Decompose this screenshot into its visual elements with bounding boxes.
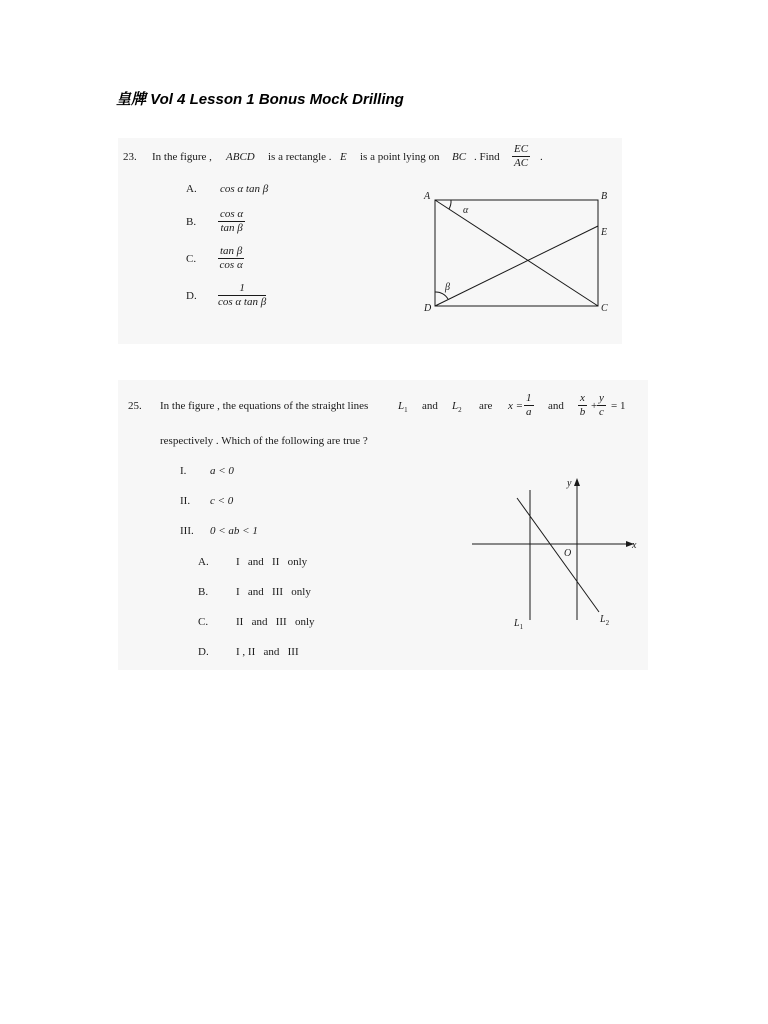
q25-eq2-a-den: b [579,406,586,418]
line-l2-label: $L_2$ [600,614,610,627]
q23-stem-2: is a rectangle . [268,151,332,163]
q23-option-c-den: cos α [219,259,243,271]
q23-option-c-label: C. [186,253,197,265]
q25-option-b-text: I and III only [236,586,311,598]
q23-number: 23. [123,151,137,163]
q25-statement-ii-label: II. [180,495,191,507]
q23-option-a-label: A. [186,183,197,195]
q25-eq1-num: 1 [526,392,532,404]
q23-rectangle-figure [118,138,622,344]
q25-statement-ii-text: c < 0 [210,495,234,507]
vertex-d-label: D [424,303,432,314]
question-23-scan [118,138,622,344]
line-l1-label: $L_1$ [514,618,524,631]
q25-and-2: and [548,400,564,412]
q23-stem-point: E [340,151,347,163]
q25-option-d-text: I , II and III [236,646,299,658]
q25-option-c-text: II and III only [236,616,315,628]
segment-de [435,226,598,306]
q25-statement-i-label: I. [180,465,187,477]
q23-find-den: AC [514,157,529,169]
q25-eq2-b-num: y [599,392,604,404]
q23-stem-1: In the figure , [152,151,212,163]
q23-find-num: EC [514,143,529,155]
q23-option-b-label: B. [186,216,197,228]
q23-stem-3: is a point lying on [360,151,440,163]
q25-option-d-label: D. [198,646,209,658]
q23-option-d-label: D. [186,290,197,302]
diagonal-ac [435,200,598,306]
q23-stem-side: BC [452,151,467,163]
q23-option-d-num: 1 [218,282,266,296]
q25-statement-iii-text: 0 < ab < 1 [210,525,258,537]
q25-and-1: and [422,400,438,412]
angle-alpha-label: α [463,205,469,216]
q25-option-a-label: A. [198,556,209,568]
q25-statement-iii-label: III. [180,525,194,537]
origin-label: O [564,548,572,559]
angle-beta-label: β [445,282,450,293]
y-axis-label: y [567,478,572,489]
q23-option-a-text: cos α tan β [220,183,269,195]
q25-statement-i-text: a < 0 [210,465,234,477]
vertex-c-label: C [601,303,608,314]
angle-alpha-arc [449,200,451,209]
q25-option-c-label: C. [198,616,209,628]
point-e-label: E [601,227,608,238]
q25-eq2-right: = 1 [611,400,626,412]
q25-option-b-label: B. [198,586,209,598]
line-l2 [517,498,599,612]
q25-eq2-b-den: c [599,406,604,418]
q23-stem-shape: ABCD [226,151,255,163]
question-25-scan [118,380,648,670]
q25-lines-figure [118,380,648,670]
y-axis-arrow [574,478,580,486]
q23-stem-4: . Find [474,151,500,163]
angle-beta-arc [435,292,448,299]
q25-l1: $L_1$ [398,400,408,415]
page-heading: 皇牌 Vol 4 Lesson 1 Bonus Mock Drilling [116,91,404,108]
vertex-b-label: B [601,191,608,202]
q25-eq2-a-num: x [580,392,585,404]
q25-are: are [479,400,493,412]
q23-option-b-den: tan β [220,222,243,234]
q25-eq1-left: x = [508,400,524,412]
q25-option-a-text: I and II only [236,556,308,568]
vertex-a-label: A [424,191,431,202]
q25-number: 25. [128,400,142,412]
q25-eq2-plus: + [591,400,598,412]
q25-stem-1: In the figure , the equations of the straight lines [160,400,369,412]
q23-option-d-den: cos α tan β [218,296,267,308]
x-axis-label: x [632,540,637,551]
q25-l2: $L_2$ [452,400,462,415]
q23-option-c-num: tan β [220,245,243,257]
q25-eq1-den: a [526,406,532,418]
q23-find-end: . [540,151,543,163]
q25-stem-2: respectively . Which of the following are true ? [160,435,368,447]
q23-option-b-num: cos α [220,208,244,220]
